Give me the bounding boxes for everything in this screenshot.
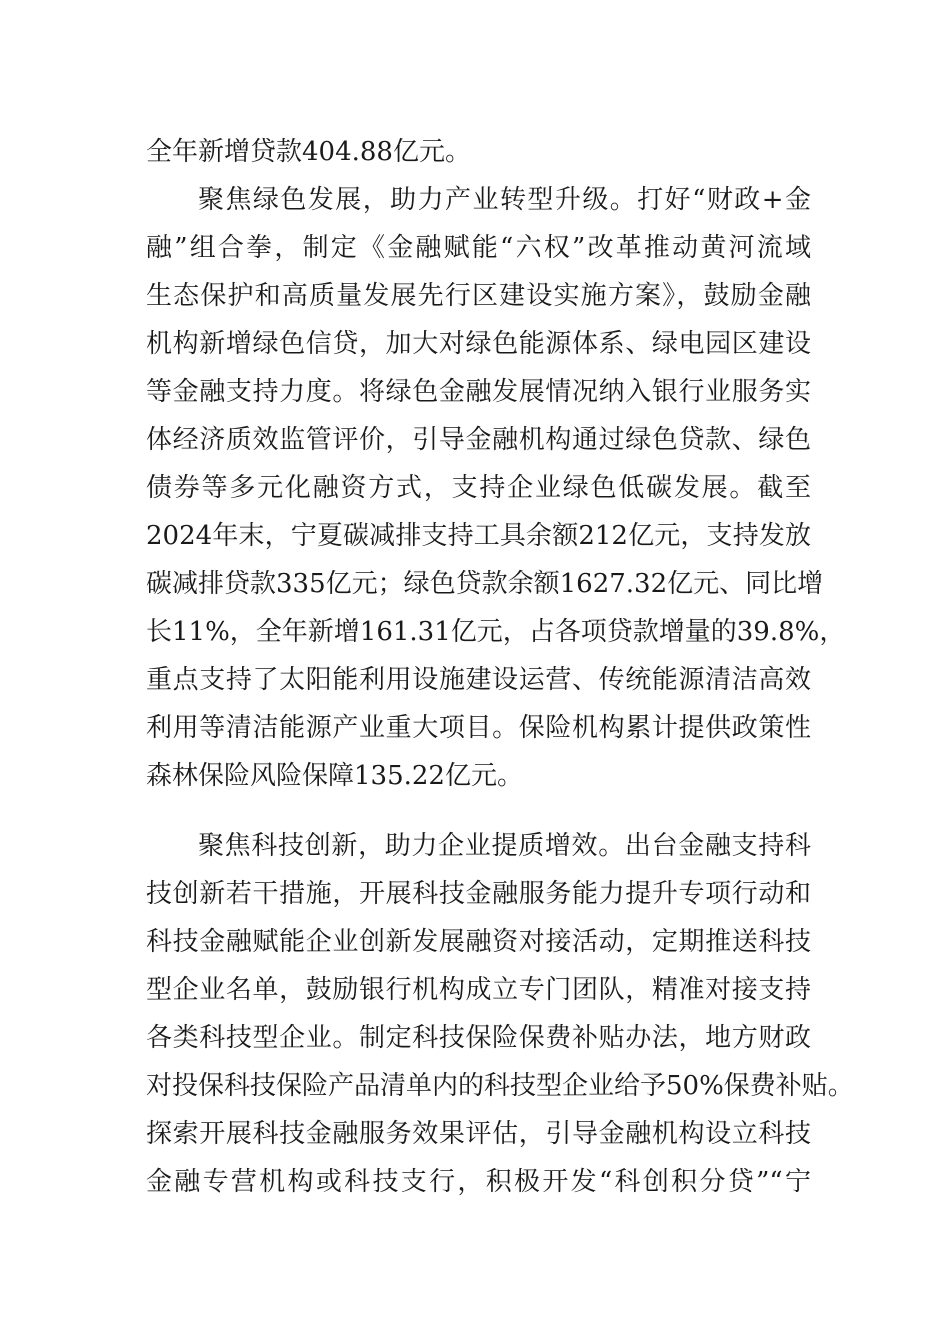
paragraph-line: 债券等多元化融资方式，支持企业绿色低碳发展。截至 [146,473,811,503]
paragraph-line: 机构新增绿色信贷，加大对绿色能源体系、绿电园区建设 [146,329,811,359]
paragraph-line: 融”组合拳，制定《金融赋能“六权”改革推动黄河流域 [146,233,811,263]
paragraph-line: 聚焦科技创新，助力企业提质增效。出台金融支持科 [198,831,811,861]
paragraph-line: 长11%，全年新增161.31亿元，占各项贷款增量的39.8%， [146,617,846,647]
paragraph-line: 利用等清洁能源产业重大项目。保险机构累计提供政策性 [146,713,811,743]
paragraph-line: 生态保护和高质量发展先行区建设实施方案》，鼓励金融 [146,281,811,311]
paragraph-line: 金融专营机构或科技支行，积极开发“科创积分贷”“宁 [146,1167,811,1197]
paragraph-line: 等金融支持力度。将绿色金融发展情况纳入银行业服务实 [146,377,811,407]
paragraph-line: 2024年末，宁夏碳减排支持工具余额212亿元，支持发放 [146,521,811,551]
paragraph-line: 体经济质效监管评价，引导金融机构通过绿色贷款、绿色 [146,425,811,455]
paragraph-line: 对投保科技保险产品清单内的科技型企业给予50%保费补贴。 [146,1071,854,1101]
paragraph-line: 碳减排贷款335亿元；绿色贷款余额1627.32亿元、同比增 [146,569,824,599]
paragraph-line: 各类科技型企业。制定科技保险保费补贴办法，地方财政 [146,1023,811,1053]
paragraph-line: 科技金融赋能企业创新发展融资对接活动，定期推送科技 [146,927,811,957]
paragraph-line: 型企业名单，鼓励银行机构成立专门团队，精准对接支持 [146,975,811,1005]
paragraph-line: 全年新增贷款404.88亿元。 [146,137,471,167]
paragraph-line: 重点支持了太阳能利用设施建设运营、传统能源清洁高效 [146,665,811,695]
paragraph-line: 森林保险风险保障135.22亿元。 [146,761,523,791]
paragraph-line: 聚焦绿色发展，助力产业转型升级。打好“财政+金 [198,185,811,215]
paragraph-line: 探索开展科技金融服务效果评估，引导金融机构设立科技 [146,1119,811,1149]
paragraph-line: 技创新若干措施，开展科技金融服务能力提升专项行动和 [146,879,811,909]
